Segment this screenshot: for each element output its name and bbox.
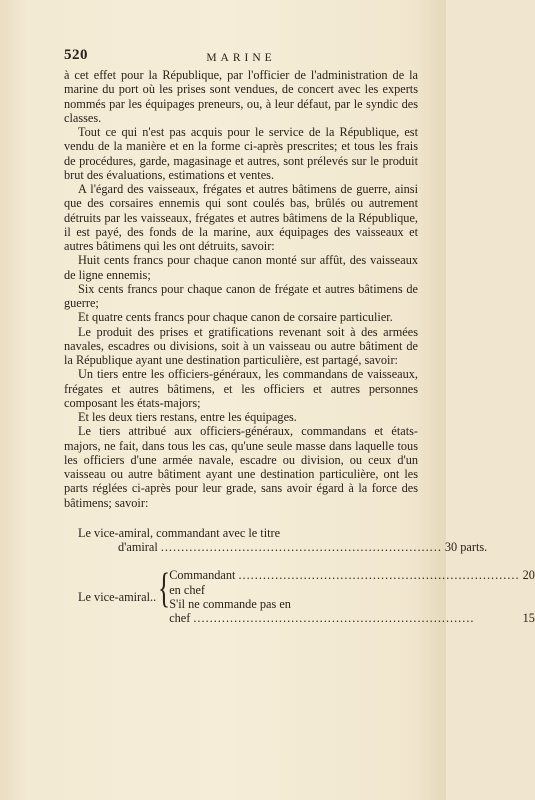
rank-options bbox=[169, 568, 535, 625]
rank-option bbox=[169, 568, 535, 597]
paragraph: Tout ce qui n'est pas acquis pour le service de la République, est vendu de la manière et en la forme ci-après prescrites; et tous les frais de procédures, garde, magasinage et autres, sont prélevés sur le produit brut des évaluations, estimations et ventes. bbox=[64, 125, 418, 182]
paragraph: Huit cents francs pour chaque canon monté sur affût, des vaisseaux de ligne ennemis; bbox=[64, 253, 418, 282]
running-title: MARINE bbox=[206, 52, 276, 64]
rank-group-name-cell bbox=[64, 568, 156, 625]
share-value: 30 parts. bbox=[444, 540, 488, 554]
rank-line bbox=[78, 540, 488, 554]
paragraph: à cet effet pour la République, par l'officier de l'administration de la marine du port où les prises sont vendues, de concert avec les experts nommés par les équipages preneurs, ou, à leur défaut, par le syndic des classes. bbox=[64, 68, 418, 125]
rank-label: Le vice-amiral, commandant avec le titre bbox=[78, 525, 281, 540]
page-header bbox=[64, 48, 418, 66]
page-text bbox=[64, 47, 535, 625]
paragraph: Et quatre cents francs pour chaque canon de corsaire particulier. bbox=[78, 310, 393, 325]
option-label-continued: chef bbox=[169, 611, 191, 625]
dot-leader: ..................................................................... bbox=[238, 568, 520, 583]
dot-leader: ..................................................................... bbox=[193, 611, 475, 625]
rank-option bbox=[169, 611, 535, 625]
paragraph: Un tiers entre les officiers-généraux, les commandans de vaisseaux, frégates et autres bâtimens, et les officiers et autres personnes composant les états-majors; bbox=[64, 367, 418, 410]
rank-row-vice-amiral-amiral bbox=[64, 525, 488, 555]
rank-group-vice-amiral bbox=[64, 566, 535, 625]
rank-label-continued: d'amiral bbox=[118, 540, 158, 554]
shares-table bbox=[64, 525, 535, 626]
paragraph: Le produit des prises et gratifications revenant soit à des armées navales, escadres ou divisions, soit à un vaisseau ou autre bâtiment de la République ayant une destination particulière, est partagé, savoir: bbox=[64, 324, 418, 367]
page-number: 520 bbox=[64, 47, 88, 63]
brace-icon: { bbox=[158, 566, 171, 613]
option-value: 20 bbox=[522, 568, 535, 583]
option-value: 15 bbox=[522, 611, 535, 625]
paragraph: Six cents francs pour chaque canon de frégate et autres bâtimens de guerre; bbox=[64, 281, 418, 310]
dot-leader: ..................................................................... bbox=[160, 540, 442, 554]
rank-group-name: Le vice-amiral.. bbox=[78, 589, 157, 604]
paragraph: Le tiers attribué aux officiers-généraux, commandans et états-majors, ne fait, dans tous les cas, qu'une seule masse dans laquelle tous les officiers d'une armée navale, escadre ou division, ou ceux d'un vaisseau ou autre bâtiment ayant une destination particulière, ont les parts réglées ci-après pour leur grade, sans avoir égard à la force des bâtimens; savoir: bbox=[64, 424, 418, 510]
option-label: Commandant en chef bbox=[169, 568, 236, 597]
option-label: S'il ne commande pas en bbox=[169, 596, 291, 611]
paragraph: A l'égard des vaisseaux, frégates et autres bâtimens de guerre, ainsi que des corsaires ennemis qui sont coulés bas, brûlés ou autrement détruits par les vaisseaux, frégates et autres bâtimens de la République, il est payé, des fonds de la marine, aux équipages des vaisseaux et autres bâtimens qui les ont détruits, savoir: bbox=[64, 182, 418, 253]
paragraph: Et les deux tiers restans, entre les équipages. bbox=[78, 410, 297, 424]
